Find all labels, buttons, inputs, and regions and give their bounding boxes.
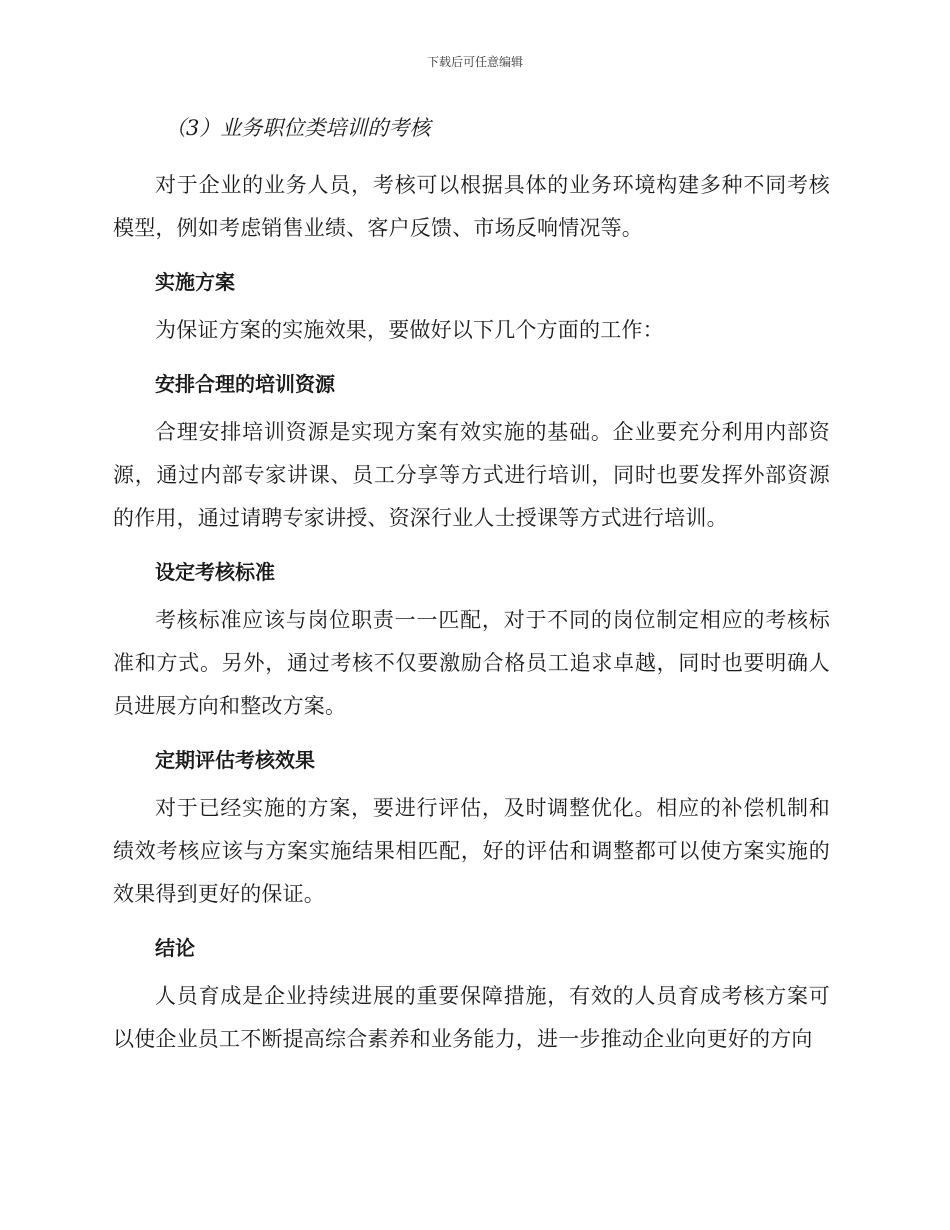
paragraph-implementation-plan: 为保证方案的实施效果，要做好以下几个方面的工作： — [155, 318, 664, 342]
paragraph-business-assessment: 对于企业的业务人员，考核可以根据具体的业务环境构建多种不同考核模型，例如考虑销售业绩、客户反馈、市场反响情况等。 — [113, 173, 830, 240]
heading-evaluate-assessment-effect: 定期评估考核效果 — [155, 748, 315, 772]
paragraph-training-resources: 合理安排培训资源是实现方案有效实施的基础。企业要充分利用内部资源，通过内部专家讲课、员工分享等方式进行培训，同时也要发挥外部资源的作用，通过请聘专家讲授、资深行业人士授课等方式进行培训。 — [113, 420, 830, 530]
heading-arrange-training-resources: 安排合理的培训资源 — [155, 372, 335, 396]
page-header: 下载后可任意编辑 — [426, 55, 523, 69]
paragraph-assessment-evaluation: 对于已经实施的方案，要进行评估，及时调整优化。相应的补偿机制和绩效考核应该与方案实施结果相匹配，好的评估和调整都可以使方案实施的效果得到更好的保证。 — [113, 796, 830, 906]
heading-implementation-plan: 实施方案 — [155, 270, 235, 294]
heading-conclusion: 结论 — [155, 936, 195, 960]
paragraph-conclusion: 人员育成是企业持续进展的重要保障措施，有效的人员育成考核方案可以使企业员工不断提高综合素养和业务能力，进一步推动企业向更好的方向 — [113, 984, 830, 1051]
document-body — [113, 110, 830, 1061]
subheading-business-training-assessment: （3）业务职位类培训的考核 — [165, 116, 431, 140]
paragraph-assessment-standards: 考核标准应该与岗位职责一一匹配，对于不同的岗位制定相应的考核标准和方式。另外，通过考核不仅要激励合格员工追求卓越，同时也要明确人员进展方向和整改方案。 — [113, 608, 830, 718]
heading-set-assessment-standards: 设定考核标准 — [155, 560, 275, 584]
